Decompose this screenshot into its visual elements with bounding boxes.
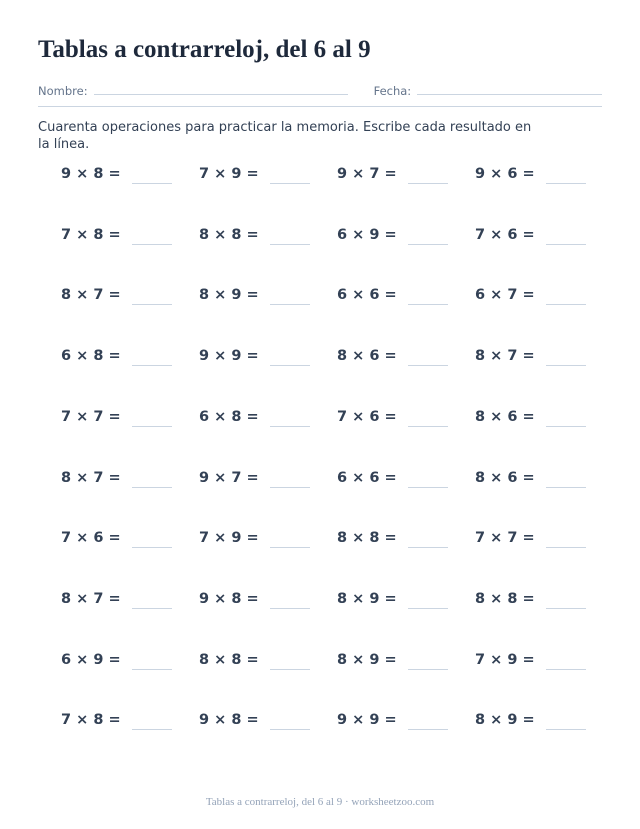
date-label: Fecha: [373, 84, 412, 98]
problem-expression: 7 × 6 = [475, 227, 535, 243]
problem-expression: 6 × 9 = [61, 652, 121, 668]
problem-item [475, 709, 605, 731]
answer-line[interactable] [546, 304, 586, 305]
answer-line[interactable] [546, 183, 586, 184]
problem-expression: 6 × 8 = [61, 348, 121, 364]
problem-expression: 8 × 8 = [199, 227, 259, 243]
answer-line[interactable] [546, 608, 586, 609]
problem-item [199, 649, 329, 671]
answer-line[interactable] [408, 669, 448, 670]
problem-item [61, 527, 191, 549]
problem-expression: 6 × 6 = [337, 287, 397, 303]
answer-line[interactable] [132, 729, 172, 730]
answer-line[interactable] [132, 608, 172, 609]
problem-item [337, 527, 467, 549]
problem-item [61, 284, 191, 306]
problem-item [61, 406, 191, 428]
problem-item [475, 224, 605, 246]
problem-item [337, 406, 467, 428]
problem-expression: 7 × 9 = [199, 166, 259, 182]
problem-expression: 7 × 9 = [199, 530, 259, 546]
worksheet-title: Tablas a contrarreloj, del 6 al 9 [38, 36, 371, 63]
answer-line[interactable] [408, 487, 448, 488]
problem-expression: 9 × 8 = [61, 166, 121, 182]
problem-expression: 7 × 7 = [475, 530, 535, 546]
problem-expression: 8 × 9 = [337, 652, 397, 668]
answer-line[interactable] [270, 487, 310, 488]
answer-line[interactable] [270, 183, 310, 184]
answer-line[interactable] [132, 244, 172, 245]
problem-item [199, 467, 329, 489]
problem-expression: 8 × 9 = [199, 287, 259, 303]
answer-line[interactable] [270, 244, 310, 245]
problem-item [337, 588, 467, 610]
problem-expression: 6 × 9 = [337, 227, 397, 243]
problem-item [337, 224, 467, 246]
problem-expression: 7 × 8 = [61, 227, 121, 243]
problem-expression: 8 × 6 = [337, 348, 397, 364]
answer-line[interactable] [132, 183, 172, 184]
answer-line[interactable] [132, 487, 172, 488]
problem-item [337, 345, 467, 367]
problem-expression: 7 × 7 = [61, 409, 121, 425]
problem-expression: 7 × 6 = [337, 409, 397, 425]
answer-line[interactable] [408, 608, 448, 609]
problem-item [475, 527, 605, 549]
problem-expression: 9 × 9 = [199, 348, 259, 364]
name-label: Nombre: [38, 84, 88, 98]
answer-line[interactable] [546, 365, 586, 366]
answer-line[interactable] [408, 304, 448, 305]
problem-item [199, 345, 329, 367]
answer-line[interactable] [408, 426, 448, 427]
problem-item [337, 163, 467, 185]
problem-expression: 8 × 8 = [475, 591, 535, 607]
answer-line[interactable] [270, 608, 310, 609]
problem-expression: 9 × 6 = [475, 166, 535, 182]
problem-expression: 6 × 6 = [337, 470, 397, 486]
problem-expression: 8 × 9 = [337, 591, 397, 607]
problem-item [61, 345, 191, 367]
problem-item [199, 709, 329, 731]
problem-item [475, 284, 605, 306]
problem-expression: 8 × 7 = [475, 348, 535, 364]
problem-item [199, 406, 329, 428]
answer-line[interactable] [546, 244, 586, 245]
problem-item [199, 527, 329, 549]
problem-expression: 6 × 8 = [199, 409, 259, 425]
problem-item [199, 163, 329, 185]
problem-expression: 8 × 6 = [475, 409, 535, 425]
problem-item [475, 467, 605, 489]
answer-line[interactable] [270, 426, 310, 427]
problem-expression: 9 × 7 = [337, 166, 397, 182]
answer-line[interactable] [408, 365, 448, 366]
answer-line[interactable] [270, 669, 310, 670]
answer-line[interactable] [546, 669, 586, 670]
problem-item [199, 224, 329, 246]
problem-expression: 8 × 7 = [61, 287, 121, 303]
problem-expression: 8 × 8 = [337, 530, 397, 546]
problem-expression: 7 × 6 = [61, 530, 121, 546]
answer-line[interactable] [270, 304, 310, 305]
problem-expression: 9 × 8 = [199, 712, 259, 728]
problem-expression: 9 × 7 = [199, 470, 259, 486]
problem-expression: 9 × 9 = [337, 712, 397, 728]
problem-item [199, 284, 329, 306]
answer-line[interactable] [546, 547, 586, 548]
problem-item [61, 467, 191, 489]
problem-expression: 8 × 8 = [199, 652, 259, 668]
problem-expression: 6 × 7 = [475, 287, 535, 303]
answer-line[interactable] [270, 729, 310, 730]
answer-line[interactable] [546, 729, 586, 730]
problem-expression: 8 × 6 = [475, 470, 535, 486]
problem-item [61, 224, 191, 246]
answer-line[interactable] [408, 183, 448, 184]
problem-item [475, 588, 605, 610]
problem-item [475, 163, 605, 185]
problem-item [61, 163, 191, 185]
answer-line[interactable] [270, 547, 310, 548]
problem-expression: 8 × 9 = [475, 712, 535, 728]
problem-expression: 7 × 8 = [61, 712, 121, 728]
problem-expression: 8 × 7 = [61, 470, 121, 486]
problem-item [199, 588, 329, 610]
footer-text: Tablas a contrarreloj, del 6 al 9 · worksheetzoo.com [205, 796, 435, 808]
problem-item [61, 709, 191, 731]
answer-line[interactable] [546, 426, 586, 427]
answer-line[interactable] [132, 426, 172, 427]
problem-item [475, 345, 605, 367]
problem-item [337, 649, 467, 671]
problem-item [337, 284, 467, 306]
problem-item [337, 467, 467, 489]
answer-line[interactable] [132, 304, 172, 305]
problem-expression: 9 × 8 = [199, 591, 259, 607]
answer-line[interactable] [408, 244, 448, 245]
answer-line[interactable] [270, 365, 310, 366]
problem-expression: 8 × 7 = [61, 591, 121, 607]
answer-line[interactable] [132, 547, 172, 548]
problem-item [337, 709, 467, 731]
problem-item [61, 649, 191, 671]
answer-line[interactable] [132, 365, 172, 366]
problem-item [61, 588, 191, 610]
instructions-text: Cuarenta operaciones para practicar la memoria. Escribe cada resultado en la línea. [38, 120, 532, 152]
answer-line[interactable] [408, 547, 448, 548]
problem-expression: 7 × 9 = [475, 652, 535, 668]
answer-line[interactable] [546, 487, 586, 488]
problem-item [475, 649, 605, 671]
problem-item [475, 406, 605, 428]
answer-line[interactable] [408, 729, 448, 730]
answer-line[interactable] [132, 669, 172, 670]
